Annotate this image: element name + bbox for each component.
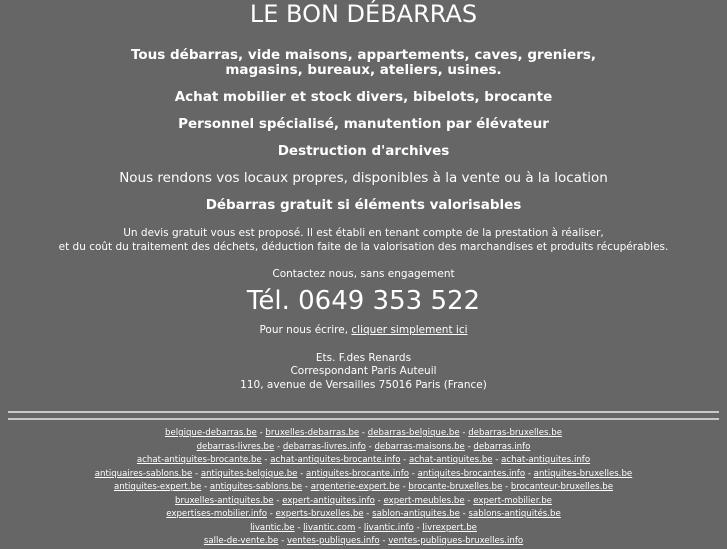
partner-link[interactable]: salle-de-vente.be <box>203 536 279 546</box>
link-separator: - <box>294 522 304 533</box>
link-separator: - <box>256 428 266 438</box>
partner-link[interactable]: debarras-bruxelles.be <box>468 428 562 438</box>
link-separator: - <box>355 522 364 533</box>
contact-intro: Contactez nous, sans engagement <box>272 268 455 280</box>
partner-link[interactable]: antiquites-brocantes.info <box>417 468 526 479</box>
service-line-1: Tous débarras, vide maisons, appartements, caves, greniers, <box>130 47 597 63</box>
link-separator: - <box>201 482 210 492</box>
link-row <box>0 441 727 455</box>
link-separator: - <box>409 468 418 479</box>
divider-top <box>8 411 719 413</box>
link-row <box>0 508 727 522</box>
link-row <box>0 427 727 441</box>
partner-link[interactable]: achat-antiquites-brocante.info <box>270 455 401 465</box>
link-separator: - <box>413 522 423 533</box>
contact-link[interactable]: cliquer simplement ici <box>351 324 468 336</box>
partner-link[interactable]: livantic.be <box>250 522 295 533</box>
company-address: 110, avenue de Versailles 75016 Paris (France) <box>240 379 487 391</box>
write-prefix: Pour nous écrire, <box>259 324 349 336</box>
quote-line-1: Un devis gratuit vous est proposé. Il est établi en tenant compte de la prestation à réaliser, <box>123 227 604 239</box>
link-separator: - <box>192 468 201 479</box>
partner-link[interactable]: achat-antiquites-brocante.be <box>136 455 262 465</box>
link-separator: - <box>297 468 307 479</box>
partner-link[interactable]: debarras-maisons.be <box>374 441 465 452</box>
link-row <box>0 454 727 468</box>
link-row <box>0 495 727 509</box>
partner-link[interactable]: debarras-belgique.be <box>367 428 460 438</box>
partner-link[interactable]: livantic.info <box>363 522 414 533</box>
partner-link[interactable]: debarras.info <box>473 441 531 452</box>
link-row <box>0 481 727 495</box>
partner-link[interactable]: livantic.com <box>303 522 356 533</box>
link-row <box>0 522 727 536</box>
company-name: Ets. F.des Renards <box>315 352 412 364</box>
partner-link[interactable]: bruxelles-antiquites.be <box>175 495 274 506</box>
service-line-3: Achat mobilier et stock divers, bibelots, brocante <box>174 89 553 105</box>
link-separator: - <box>261 455 271 465</box>
tagline: Nous rendons vos locaux propres, disponibles à la vente ou à la location <box>119 170 608 186</box>
service-line-5: Destruction d'archives <box>277 143 450 159</box>
partner-link[interactable]: ventes-publiques-bruxelles.info <box>388 536 524 546</box>
free-note: Débarras gratuit si éléments valorisables <box>205 197 522 213</box>
write-line <box>0 323 727 337</box>
link-separator: - <box>374 495 384 506</box>
link-separator: - <box>363 509 373 519</box>
link-separator: - <box>274 441 283 452</box>
partner-link[interactable]: brocante-bruxelles.be <box>408 482 503 492</box>
link-separator: - <box>365 441 375 452</box>
site-title: LE BON DÉBARRAS <box>249 0 478 28</box>
partner-link[interactable]: antiquites-bruxelles.be <box>533 468 633 479</box>
partner-link[interactable]: brocanteur-bruxelles.be <box>510 482 614 492</box>
partner-link[interactable]: expert-antiquites.info <box>282 495 375 506</box>
partner-link[interactable]: experts-bruxelles.be <box>275 509 364 519</box>
link-separator: - <box>464 495 474 506</box>
link-row <box>0 535 727 549</box>
link-separator: - <box>464 441 474 452</box>
link-separator: - <box>492 455 502 465</box>
partner-link[interactable]: bruxelles-debarras.be <box>265 428 360 438</box>
link-separator: - <box>525 468 534 479</box>
partner-link[interactable]: debarras-livres.info <box>282 441 366 452</box>
partner-links <box>0 427 727 549</box>
link-separator: - <box>400 455 410 465</box>
partner-link[interactable]: ventes-publiques.info <box>286 536 380 546</box>
link-separator: - <box>459 509 469 519</box>
link-separator: - <box>278 536 287 546</box>
partner-link[interactable]: antiquaires-sablons.be <box>94 468 193 479</box>
phone-number: Tél. 0649 353 522 <box>246 286 481 316</box>
partner-link[interactable]: sablon-antiquites.be <box>372 509 460 519</box>
partner-link[interactable]: belgique-debarras.be <box>164 428 257 438</box>
partner-link[interactable]: expert-meubles.be <box>383 495 465 506</box>
partner-link[interactable]: antiquites-sablons.be <box>209 482 303 492</box>
partner-link[interactable]: livrexpert.be <box>422 522 477 533</box>
partner-link[interactable]: antiquites-brocante.info <box>306 468 410 479</box>
link-separator: - <box>502 482 511 492</box>
company-role: Correspondant Paris Auteuil <box>290 365 437 377</box>
partner-link[interactable]: antiquites-belgique.be <box>200 468 298 479</box>
link-separator: - <box>399 482 409 492</box>
divider-bottom <box>8 418 719 420</box>
link-row <box>0 468 727 482</box>
partner-link[interactable]: expertises-mobilier.info <box>166 509 267 519</box>
partner-link[interactable]: debarras-livres.be <box>196 441 275 452</box>
link-separator: - <box>273 495 283 506</box>
link-separator: - <box>379 536 389 546</box>
quote-line-2: et du coût du traitement des déchets, déduction faite de la valorisation des marchandises et produits récupérables. <box>58 241 669 253</box>
link-separator: - <box>459 428 469 438</box>
partner-link[interactable]: achat-antiquites.info <box>501 455 591 465</box>
link-separator: - <box>359 428 368 438</box>
partner-link[interactable]: expert-mobilier.be <box>473 495 552 506</box>
service-line-4: Personnel spécialisé, manutention par élévateur <box>178 116 549 132</box>
link-separator: - <box>302 482 311 492</box>
partner-link[interactable]: sablons-antiquités.be <box>468 509 561 519</box>
link-separator: - <box>266 509 276 519</box>
partner-link[interactable]: antiquites-expert.be <box>113 482 202 492</box>
partner-link[interactable]: achat-antiquites.be <box>409 455 493 465</box>
service-line-2: magasins, bureaux, ateliers, usines. <box>225 62 502 78</box>
partner-link[interactable]: argenterie-expert.be <box>310 482 400 492</box>
